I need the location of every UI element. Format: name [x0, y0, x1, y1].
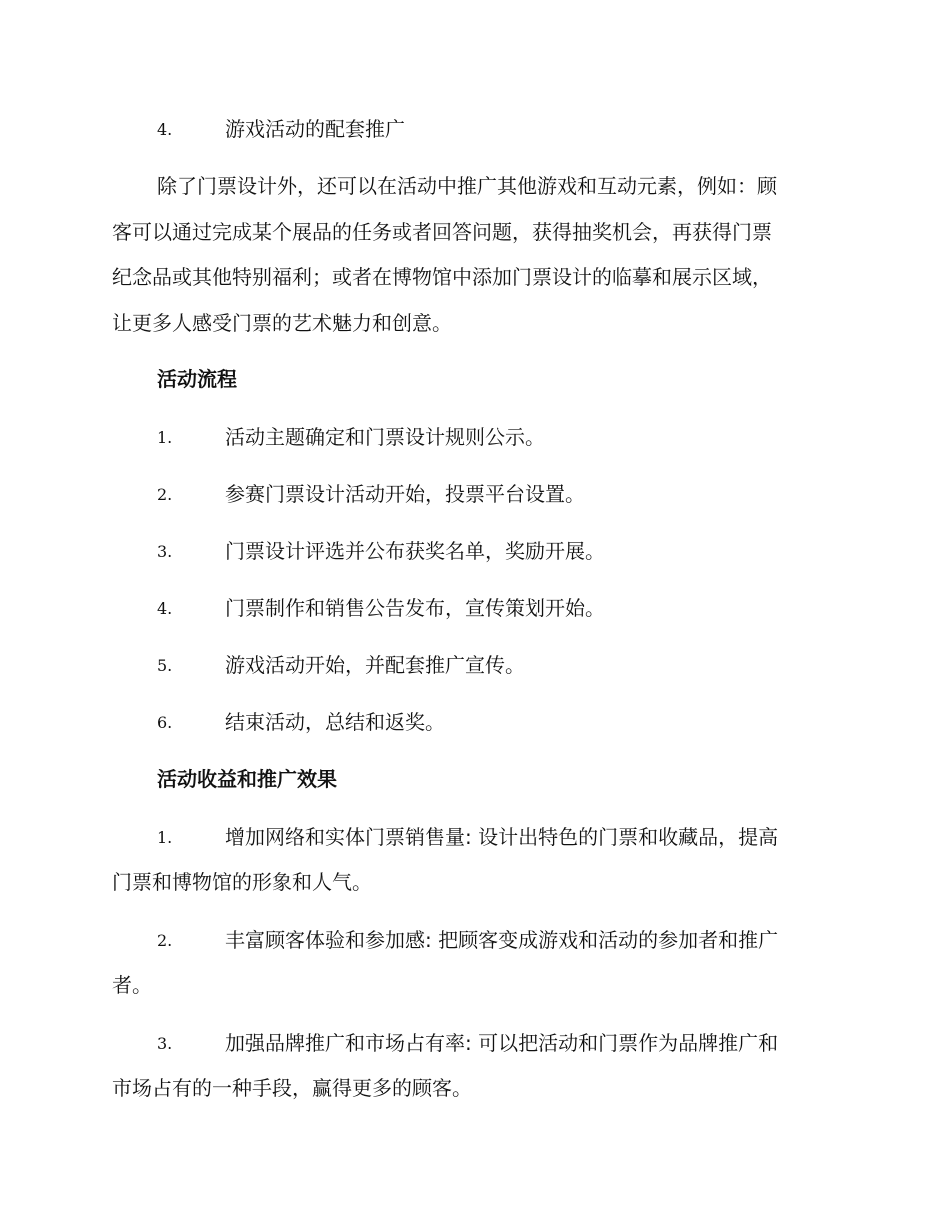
- paragraph-line: 除了门票设计外，还可以在活动中推广其他游戏和互动元素，例如：顾: [157, 174, 777, 198]
- promo-paragraph: [112, 164, 832, 346]
- list-item-line: 加强品牌推广和市场占有率: 可以把活动和门票作为品牌推广和: [225, 1031, 779, 1055]
- list-number: 2.: [157, 485, 173, 504]
- list-number: 4.: [157, 599, 173, 618]
- list-item: 结束活动，总结和返奖。: [225, 710, 445, 734]
- section-title: 游戏活动的配套推广: [225, 117, 405, 141]
- list-number: 1.: [157, 828, 173, 847]
- benefits-heading: 活动收益和推广效果: [157, 767, 337, 791]
- list-item-line: 增加网络和实体门票销售量: 设计出特色的门票和收藏品，提高: [225, 825, 779, 849]
- list-item: 参赛门票设计活动开始，投票平台设置。: [225, 482, 585, 506]
- list-item: 游戏活动开始，并配套推广宣传。: [225, 653, 525, 677]
- list-number: 5.: [157, 656, 173, 675]
- paragraph-line: 客可以通过完成某个展品的任务或者回答问题，获得抽奖机会，再获得门票: [112, 219, 772, 244]
- list-number: 4.: [157, 120, 173, 139]
- list-item: 门票设计评选并公布获奖名单，奖励开展。: [225, 539, 605, 563]
- paragraph-line: 纪念品或其他特别福利；或者在博物馆中添加门票设计的临摹和展示区域，: [112, 265, 772, 289]
- list-item: 门票制作和销售公告发布，宣传策划开始。: [225, 596, 605, 620]
- list-item-line: 门票和博物馆的形象和人气。: [112, 870, 372, 894]
- list-number: 3.: [157, 542, 173, 561]
- list-number: 1.: [157, 428, 173, 447]
- list-item-line: 市场占有的一种手段，赢得更多的顾客。: [112, 1076, 472, 1100]
- list-item-line: 丰富顾客体验和参加感: 把顾客变成游戏和活动的参加者和推广: [225, 928, 779, 952]
- list-number: 6.: [157, 713, 173, 732]
- list-number: 2.: [157, 931, 173, 950]
- list-item: 活动主题确定和门票设计规则公示。: [225, 425, 545, 449]
- process-heading: 活动流程: [157, 367, 237, 391]
- paragraph-line: 让更多人感受门票的艺术魅力和创意。: [112, 310, 452, 335]
- list-number: 3.: [157, 1034, 173, 1053]
- list-item-line: 者。: [112, 973, 152, 997]
